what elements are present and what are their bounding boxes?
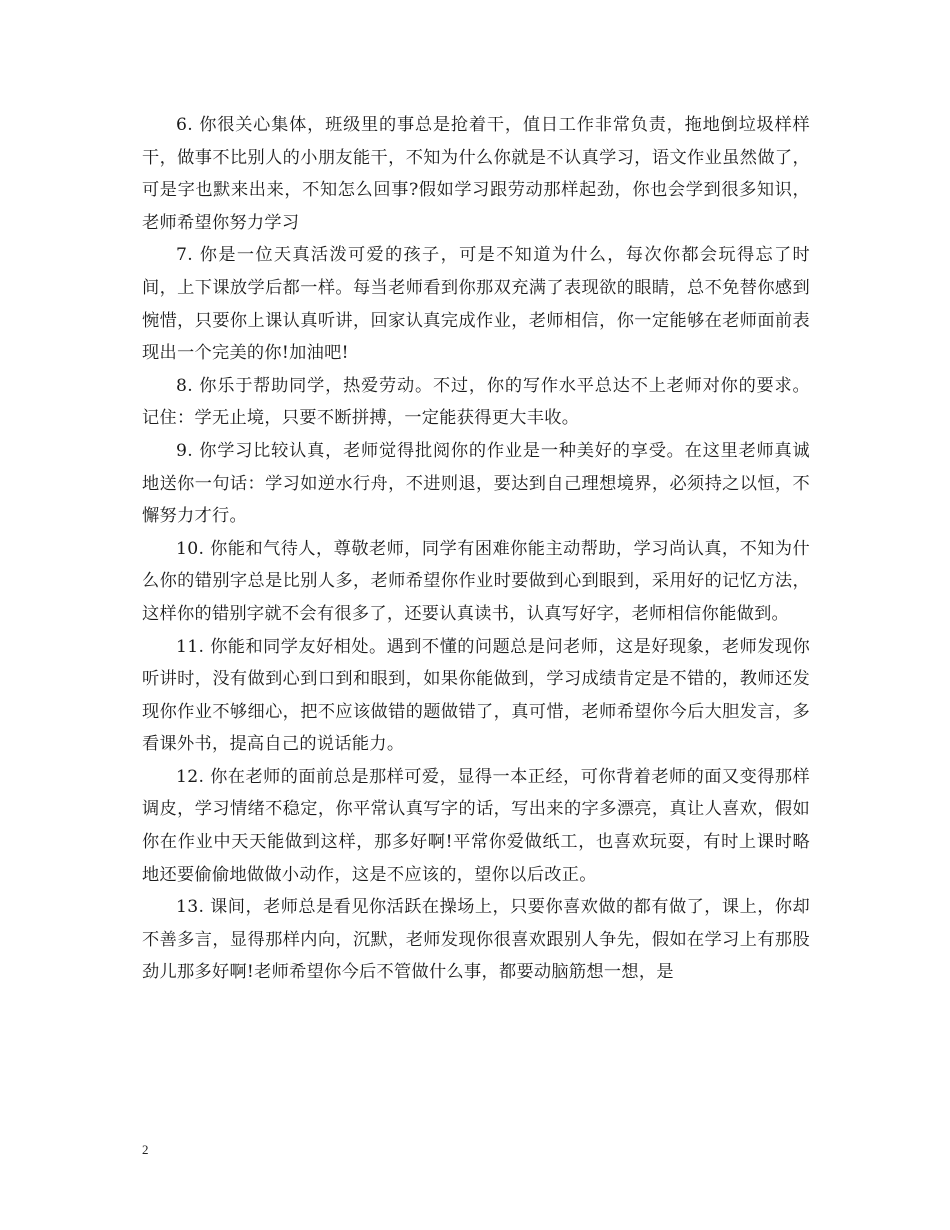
paragraph-7: 7. 你是一位天真活泼可爱的孩子，可是不知道为什么，每次你都会玩得忘了时间，上下课放学后都一样。每当老师看到你那双充满了表现欲的眼睛，总不免替你感到惋惜，只要你上课认真听讲，回家认真完成作业，老师相信，你一定能够在老师面前表现出一个完美的你!加油吧! <box>142 245 810 364</box>
paragraph-10: 10. 你能和气待人，尊敬老师，同学有困难你能主动帮助，学习尚认真，不知为什么你的错别字总是比别人多，老师希望你作业时要做到心到眼到，采用好的记忆方法，这样你的错别字就不会有很多了，还要认真读书，认真写好字，老师相信你能做到。 <box>142 538 810 624</box>
paragraph-8: 8. 你乐于帮助同学，热爱劳动。不过，你的写作水平总达不上老师对你的要求。记住：学无止境，只要不断拼搏，一定能获得更大丰收。 <box>142 375 810 429</box>
paragraph-6: 6. 你很关心集体，班级里的事总是抢着干，值日工作非常负责，拖地倒垃圾样样干，做事不比别人的小朋友能干，不知为什么你就是不认真学习，语文作业虽然做了，可是字也默来出来，不知怎么回事?假如学习跟劳动那样起劲，你也会学到很多知识，老师希望你努力学习 <box>142 115 810 233</box>
document-body <box>142 109 810 989</box>
paragraph-12: 12. 你在老师的面前总是那样可爱，显得一本正经，可你背着老师的面又变得那样调皮，学习情绪不稳定，你平常认真写字的话，写出来的字多漂亮，真让人喜欢，假如你在作业中天天能做到这样，那多好啊!平常你爱做纸工，也喜欢玩耍，有时上课时略地还要偷偷地做做小动作，这是不应该的，望你以后改正。 <box>142 766 810 885</box>
paragraph-13: 13. 课间，老师总是看见你活跃在操场上，只要你喜欢做的都有做了，课上，你却不善多言，显得那样内向，沉默，老师发现你很喜欢跟别人争先，假如在学习上有那股劲儿那多好啊!老师希望你今后不管做什么事，都要动脑筋想一想，是 <box>142 897 810 983</box>
page-number: 2 <box>142 1142 149 1157</box>
paragraph-11: 11. 你能和同学友好相处。遇到不懂的问题总是问老师，这是好现象，老师发现你听讲时，没有做到心到口到和眼到，如果你能做到，学习成绩肯定是不错的，教师还发现你作业不够细心，把不应该做错的题做错了，真可惜，老师希望你今后大胆发言，多看课外书，提高自己的说话能力。 <box>142 636 810 755</box>
paragraph-9: 9. 你学习比较认真，老师觉得批阅你的作业是一种美好的享受。在这里老师真诚地送你一句话：学习如逆水行舟，不进则退，要达到自己理想境界，必须持之以恒，不懈努力才行。 <box>142 440 810 527</box>
